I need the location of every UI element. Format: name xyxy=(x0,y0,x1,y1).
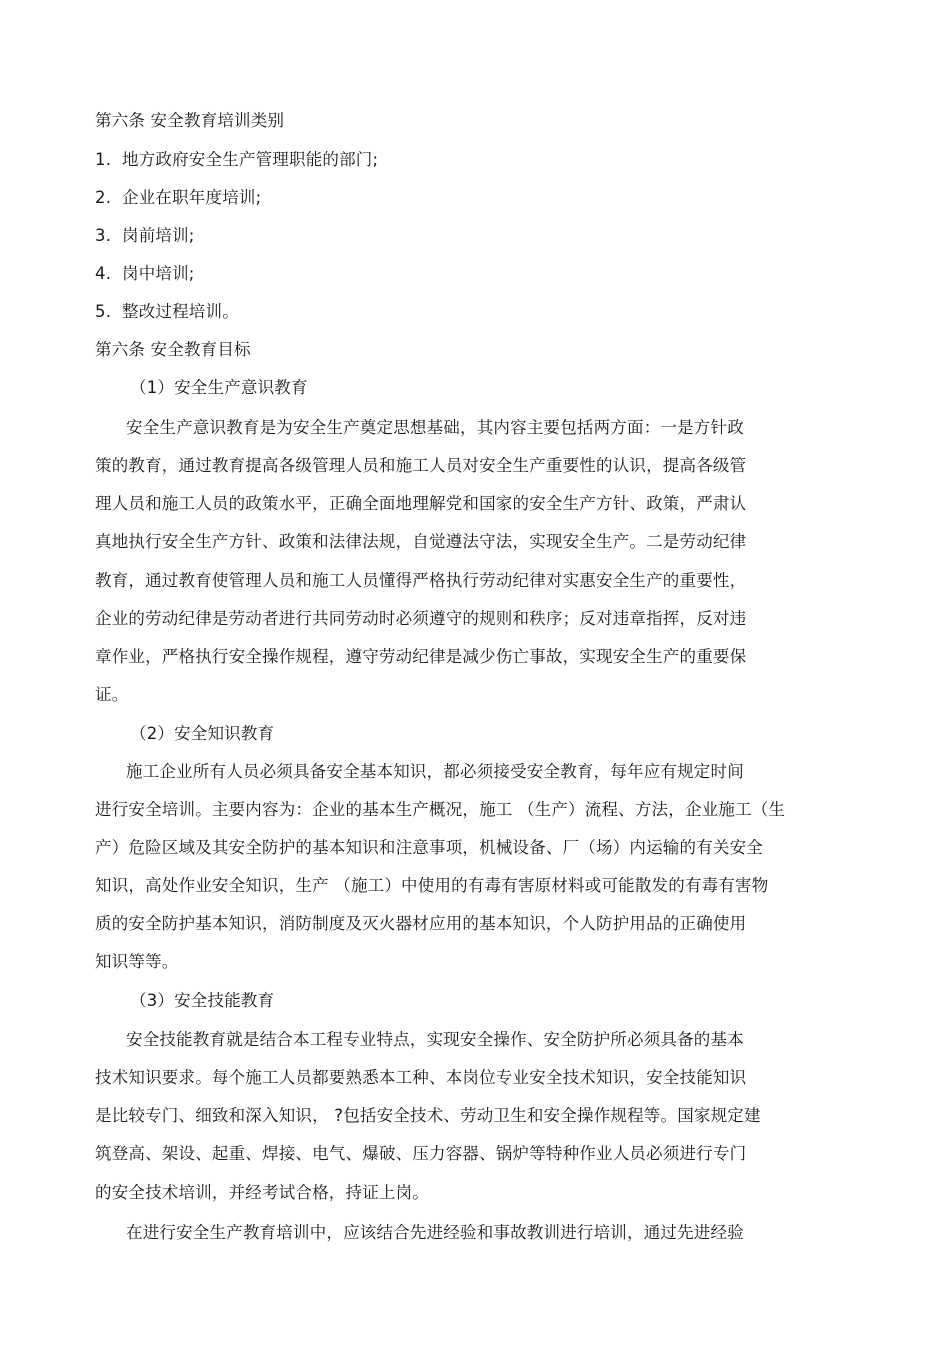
section-title: （3）安全技能教育 xyxy=(130,991,275,1010)
list-number: 5. xyxy=(95,302,112,321)
section-title: （1）安全生产意识教育 xyxy=(130,378,308,397)
paragraph-line: 安全技能教育就是结合本工程专业特点，实现安全操作、安全防护所必须具备的基本 xyxy=(126,1030,744,1049)
list-text: 地方政府安全生产管理职能的部门; xyxy=(122,150,379,169)
section-title: （2）安全知识教育 xyxy=(130,724,275,743)
paragraph-line: 知识等等。 xyxy=(95,952,179,971)
paragraph-line: 真地执行安全生产方针、政策和法律法规，自觉遵法守法，实现安全生产。二是劳动纪律 xyxy=(95,532,747,551)
article-heading-training-categories: 第六条 安全教育培训类别 xyxy=(95,111,285,130)
paragraph-line: 施工企业所有人员必须具备安全基本知识，都必须接受安全教育，每年应有规定时间 xyxy=(126,762,744,781)
list-number: 1. xyxy=(95,150,112,169)
paragraph-line: 章作业，严格执行安全操作规程，遵守劳动纪律是减少伤亡事故，实现安全生产的重要保 xyxy=(95,647,747,666)
paragraph-line: 在进行安全生产教育培训中，应该结合先进经验和事故教训进行培训，通过先进经验 xyxy=(126,1223,744,1242)
list-text: 整改过程培训。 xyxy=(122,302,239,321)
list-item xyxy=(95,225,195,247)
article-heading-education-goals: 第六条 安全教育目标 xyxy=(95,340,251,359)
paragraph-line: 技术知识要求。每个施工人员都要熟悉本工种、本岗位专业安全技术知识，安全技能知识 xyxy=(95,1068,747,1087)
list-item xyxy=(95,187,261,209)
list-item xyxy=(95,301,239,323)
paragraph-line: 策的教育，通过教育提高各级管理人员和施工人员对安全生产重要性的认识，提高各级管 xyxy=(95,456,747,475)
list-number: 3. xyxy=(95,226,112,245)
paragraph-line: 理人员和施工人员的政策水平，正确全面地理解党和国家的安全生产方针、政策，严肃认 xyxy=(95,494,747,513)
paragraph-line: 的安全技术培训，并经考试合格，持证上岗。 xyxy=(95,1183,429,1202)
paragraph-line: 企业的劳动纪律是劳动者进行共同劳动时必须遵守的规则和秩序；反对违章指挥，反对违 xyxy=(95,609,747,628)
list-number: 4. xyxy=(95,264,112,283)
list-number: 2. xyxy=(95,188,112,207)
list-text: 岗前培训; xyxy=(122,226,195,245)
list-item xyxy=(95,149,378,171)
paragraph-line: 筑登高、架设、起重、焊接、电气、爆破、压力容器、锅炉等特种作业人员必须进行专门 xyxy=(95,1144,747,1163)
paragraph-line: 是比较专门、细致和深入知识， ?包括安全技术、劳动卫生和安全操作规程等。国家规定建 xyxy=(95,1106,761,1125)
paragraph-line: 证。 xyxy=(95,685,129,704)
paragraph-line: 进行安全培训。主要内容为：企业的基本生产概况，施工 （生产）流程、方法，企业施工（生 xyxy=(95,800,786,819)
paragraph-line: 知识，高处作业安全知识，生产 （施工）中使用的有毒有害原材料或可能散发的有毒有害物 xyxy=(95,876,769,895)
list-item xyxy=(95,263,195,285)
list-text: 岗中培训; xyxy=(122,264,195,283)
paragraph-line: 安全生产意识教育是为安全生产奠定思想基础，其内容主要包括两方面：一是方针政 xyxy=(126,418,744,437)
list-text: 企业在职年度培训; xyxy=(122,188,262,207)
paragraph-line: 教育，通过教育使管理人员和施工人员懂得严格执行劳动纪律对实惠安全生产的重要性， xyxy=(95,571,747,590)
paragraph-line: 质的安全防护基本知识，消防制度及灭火器材应用的基本知识，个人防护用品的正确使用 xyxy=(95,914,747,933)
paragraph-line: 产）危险区域及其安全防护的基本知识和注意事项，机械设备、厂（场）内运输的有关安全 xyxy=(95,838,763,857)
